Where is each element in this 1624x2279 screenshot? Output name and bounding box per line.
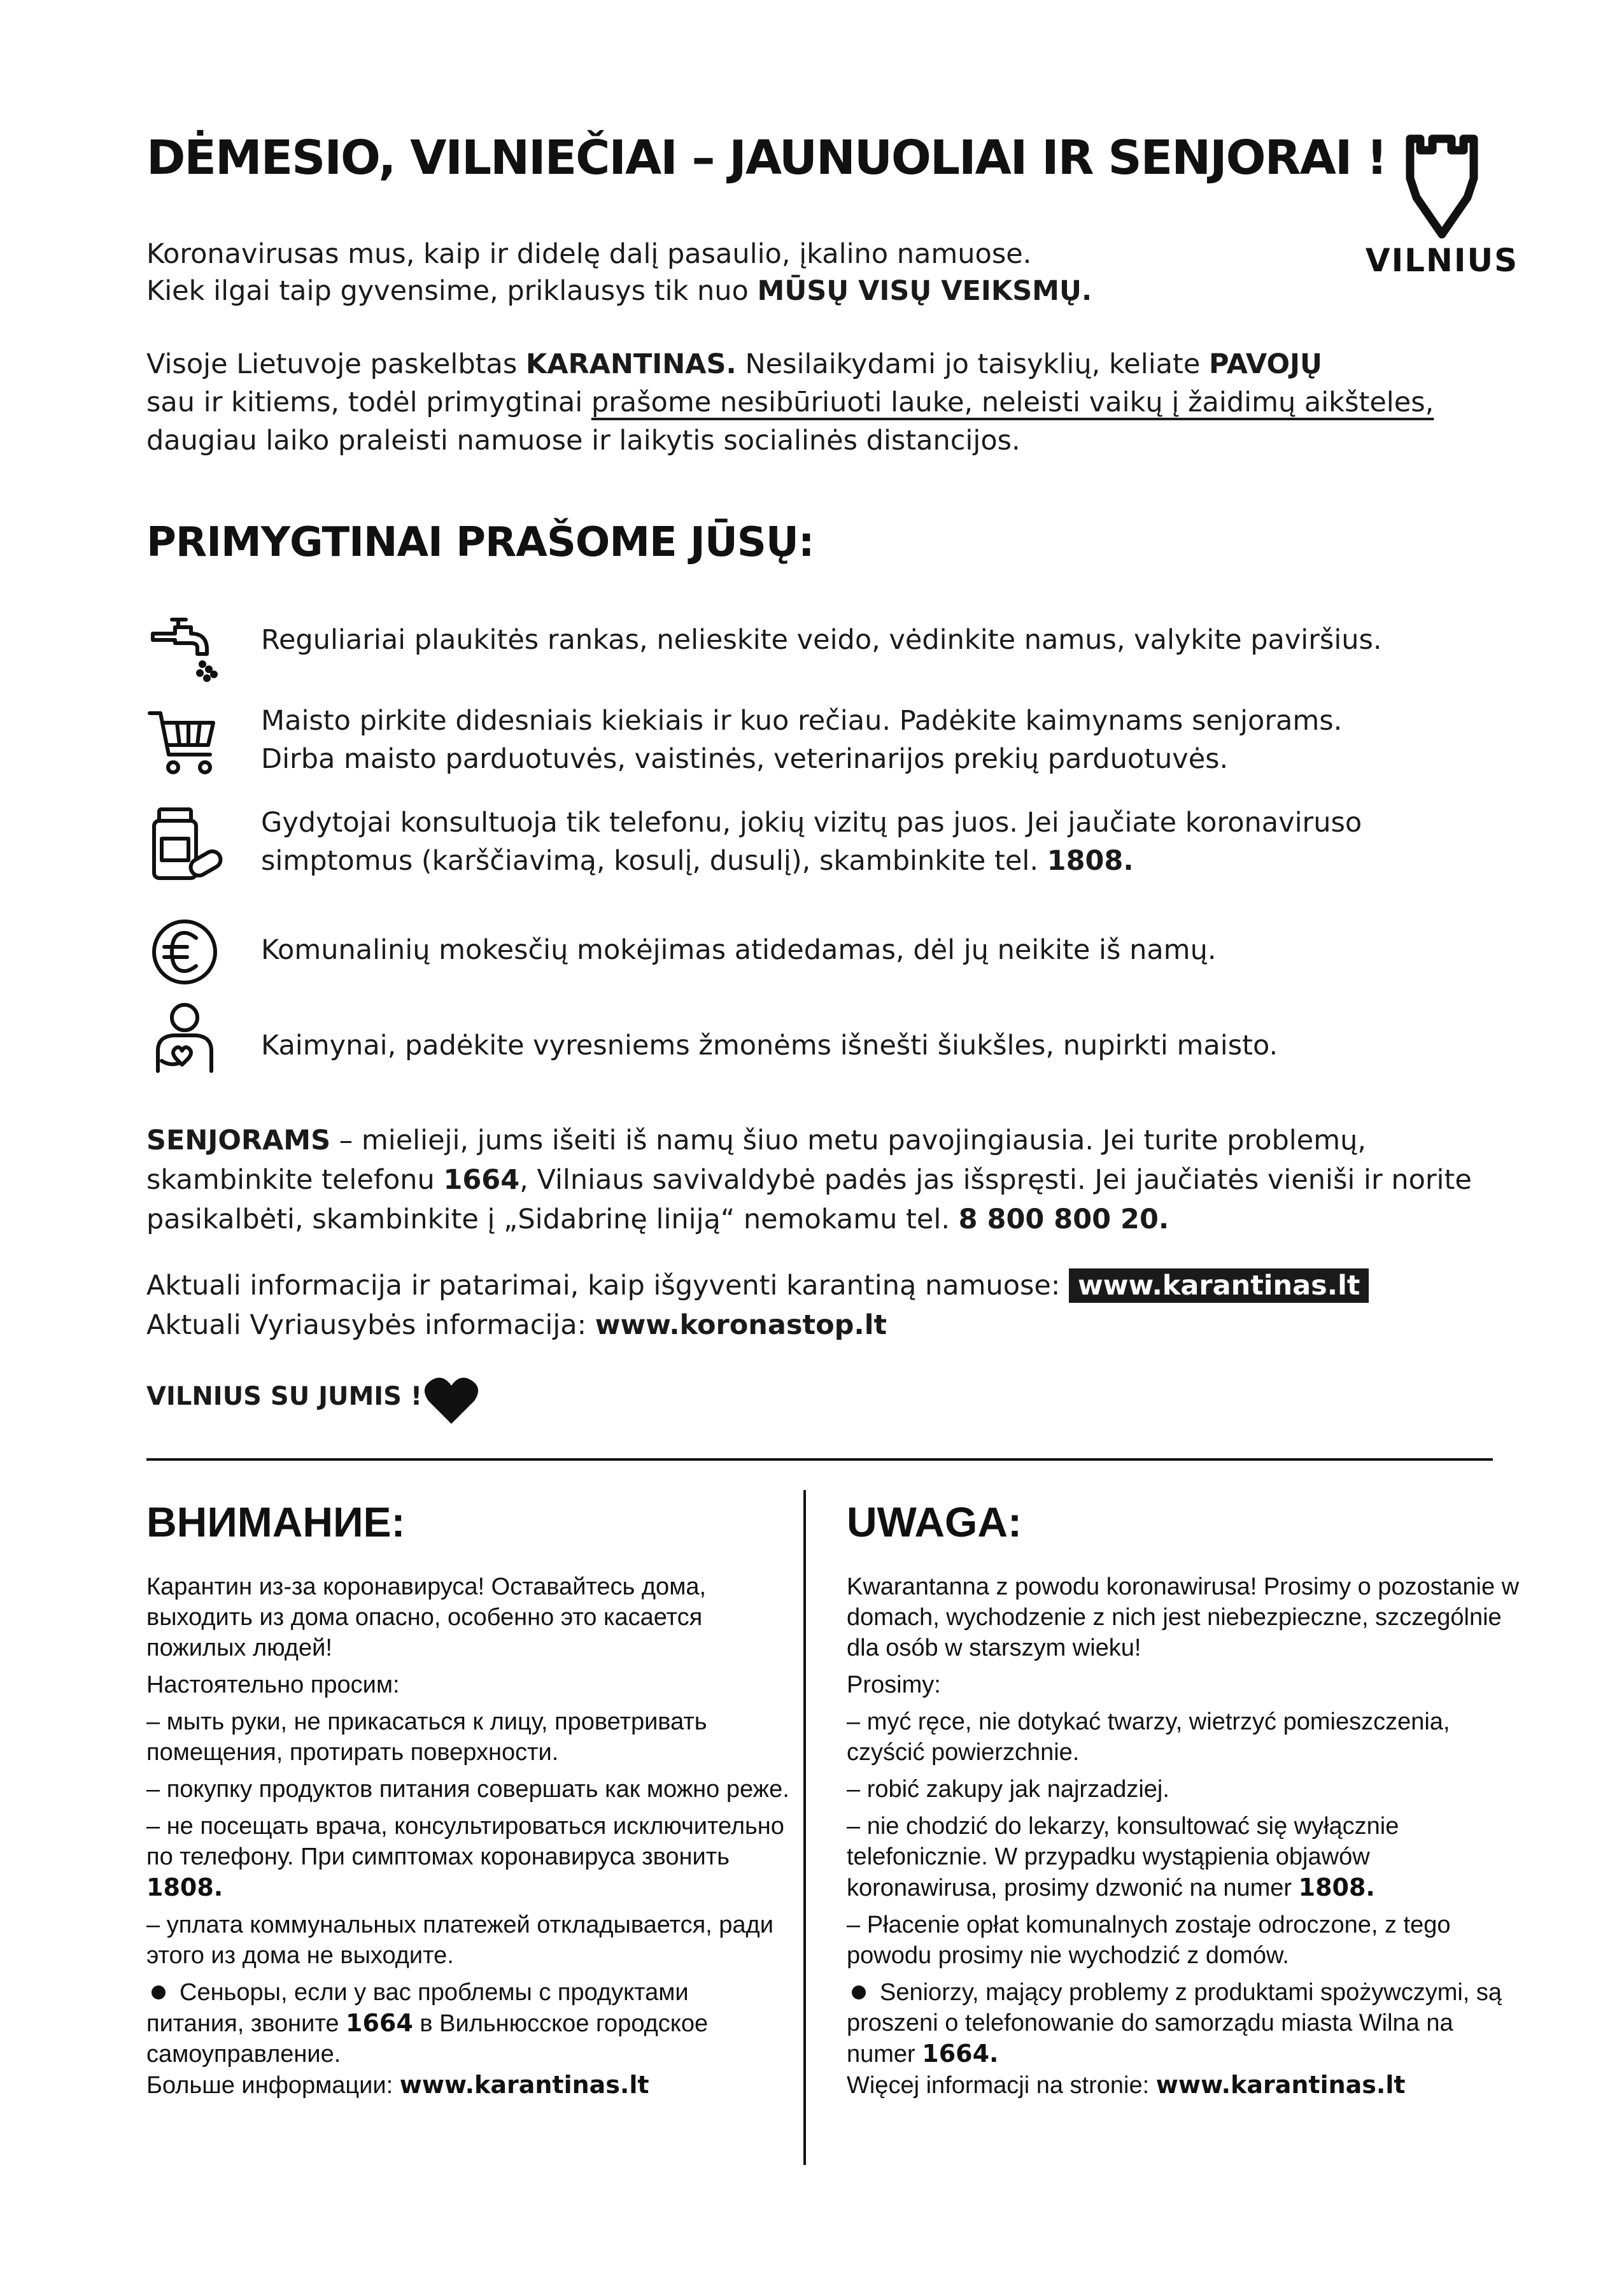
russian-text: – не посещать врача, консультироваться исключительно по телефону. При симптомах коронавируса звонить [146,1813,784,1870]
info-text: Aktuali informacija ir patarimai, kaip išgyventi karantiną namuose: [146,1270,1070,1302]
karantinas-link[interactable]: www.karantinas.lt [1155,2071,1406,2099]
russian-text: – уплата коммунальных платежей откладывается, ради этого из дома не выходите. [146,1912,773,1969]
item-text: Maisto pirkite didesniais kiekiais ir kuo rečiau. Padėkite kaimynams senjorams. [261,705,1343,737]
list-item [261,702,1566,778]
phone-number: 8 800 800 20. [958,1203,1169,1235]
item-text: Reguliariai plaukitės rankas, nelieskite veido, vėdinkite namus, valykite paviršius. [261,624,1382,656]
seniors-text: – mielieji, jums išeiti iš namų šiuo metu pavojingiausia. Jei turite problemų, [330,1125,1367,1156]
russian-text: Настоятельно просим: [146,1672,400,1698]
polish-text: Seniorzy, mający problemy z produktami spożywczymi, są proszeni o telefonowanie do samorządu miasta Wilna na numer [847,1979,1502,2068]
faucet-icon [146,608,223,685]
info-text: Aktuali Vyriausybės informacija: [146,1309,595,1341]
phone-number: 1808. [146,1873,223,1901]
info-paragraph [146,1266,1515,1345]
quarantine-keyword: KARANTINAS. [525,348,737,380]
vilnius-logo [1359,134,1525,280]
polish-text: Kwarantanna z powodu koronawirusa! Prosimy o pozostanie w domach, wychodzenie z nich jest niebezpieczne, szczególnie dla osób w starszym wieku! [847,1573,1520,1661]
phone-number: 1808. [1298,1873,1375,1901]
seniors-text: pasikalbėti, skambinkite į „Sidabrinę liniją“ nemokamu tel. [146,1203,959,1235]
karantinas-link[interactable]: www.karantinas.lt [1069,1268,1369,1303]
underlined-request: prašome nesibūriuoti lauke, neleisti vaikų į žaidimų aikšteles, [591,387,1434,418]
polish-text: Więcej informacji na stronie: [847,2072,1156,2099]
phone-number: 1664 [346,2009,413,2037]
item-text: Komunalinių mokesčių mokėjimas atidedamas, dėl jų neikite iš namų. [261,934,1217,966]
euro-icon [146,914,223,990]
helping-person-icon [146,1000,223,1076]
phone-number: 1664 [443,1164,520,1196]
requests-heading: PRIMYGTINAI PRAŠOME JŪSŲ: [146,519,814,566]
koronastop-link[interactable]: www.koronastop.lt [595,1309,887,1341]
russian-text: Больше информации: [146,2072,400,2099]
item-text: Gydytojai konsultuoja tik telefonu, jokių vizitų pas juos. Jei jaučiate koronaviruso [261,807,1362,839]
russian-text: Сеньоры, если у вас проблемы с продуктами питания, звоните [146,1979,689,2037]
seniors-text: skambinkite telefonu [146,1164,444,1196]
seniors-text: , Vilniaus savivaldybė padės jas išspręsti. Jei jaučiatės vieniši ir norite [519,1164,1472,1196]
shopping-cart-icon [146,704,223,780]
quarantine-text: daugiau laiko praleisti namuose ir laikytis socialinės distancijos. [146,425,1020,457]
bullet-icon [852,1985,866,1999]
russian-text: – покупку продуктов питания совершать как можно реже. [146,1776,789,1803]
polish-column [847,1496,1522,2107]
russian-text: – мыть руки, не прикасаться к лицу, проветривать помещения, протирать поверхности. [146,1708,707,1766]
quarantine-text: sau ir kitiems, todėl primygtinai [146,387,591,418]
bullet-icon [152,1985,166,1999]
item-text: Dirba maisto parduotuvės, vaistinės, veterinarijos prekių parduotuvės. [261,743,1229,775]
logo-text: VILNIUS [1365,242,1519,279]
quarantine-text: Nesilaikydami jo taisyklių, keliate [736,348,1209,380]
heart-icon [423,1375,479,1426]
page-title: DĖMESIO, VILNIEČIAI – JAUNUOLIAI IR SENJORAI ! [146,131,1387,185]
medicine-icon [146,806,223,882]
polish-text: Prosimy: [847,1672,941,1698]
castle-tower-icon [1359,134,1525,242]
item-text: simptomus (karščiavimą, kosulį, dusulį), skambinkite tel. [261,845,1047,877]
intro-line-2: Kiek ilgai taip gyvensime, priklausys tik nuo [146,275,758,307]
item-text: Kaimynai, padėkite vyresniems žmonėms išnešti šiukšles, nupirkti maisto. [261,1030,1278,1061]
polish-text: – Płacenie opłat komunalnych zostaje odroczone, z tego powodu prosimy nie wychodzić z domów. [847,1912,1451,1969]
russian-text: в Вильнюсское городское самоуправление. [146,2010,709,2068]
polish-text: – nie chodzić do lekarzy, konsultować się wyłącznie telefonicznie. W przypadku wystąpienia objawów koronawirusa, prosimy dzwonić na numer [847,1813,1399,1901]
polish-text: – robić zakupy jak najrzadziej. [847,1776,1169,1803]
intro-paragraph [146,236,1356,309]
intro-emphasis: MŪSŲ VISŲ VEIKSMŲ. [757,275,1092,307]
russian-text: Карантин из-за коронавируса! Оставайтесь дома, выходить из дома опасно, особенно это касается пожилых людей! [146,1573,707,1661]
horizontal-divider [146,1458,1493,1461]
danger-keyword: PAVOJŲ [1209,348,1322,380]
seniors-label: SENJORAMS [146,1125,331,1156]
list-item [261,1026,1566,1065]
russian-heading: ВНИМАНИЕ: [146,1498,406,1545]
quarantine-paragraph [146,345,1483,460]
list-item [261,931,1566,969]
polish-heading: UWAGA: [847,1498,1022,1545]
karantinas-link[interactable]: www.karantinas.lt [399,2071,649,2099]
polish-text: – myć ręce, nie dotykać twarzy, wietrzyć pomieszczenia, czyścić powierzchnie. [847,1708,1450,1766]
phone-number: 1664. [922,2040,999,2068]
slogan: VILNIUS SU JUMIS ! [146,1382,423,1411]
russian-column [146,1496,789,2107]
phone-number: 1808. [1047,845,1134,877]
intro-line-1: Koronavirusas mus, kaip ir didelę dalį pasaulio, įkalino namuose. [146,238,1032,270]
list-item [261,621,1566,659]
list-item [261,804,1566,880]
seniors-paragraph [146,1121,1515,1239]
vertical-divider [803,1490,806,2165]
quarantine-text: Visoje Lietuvoje paskelbtas [146,348,526,380]
